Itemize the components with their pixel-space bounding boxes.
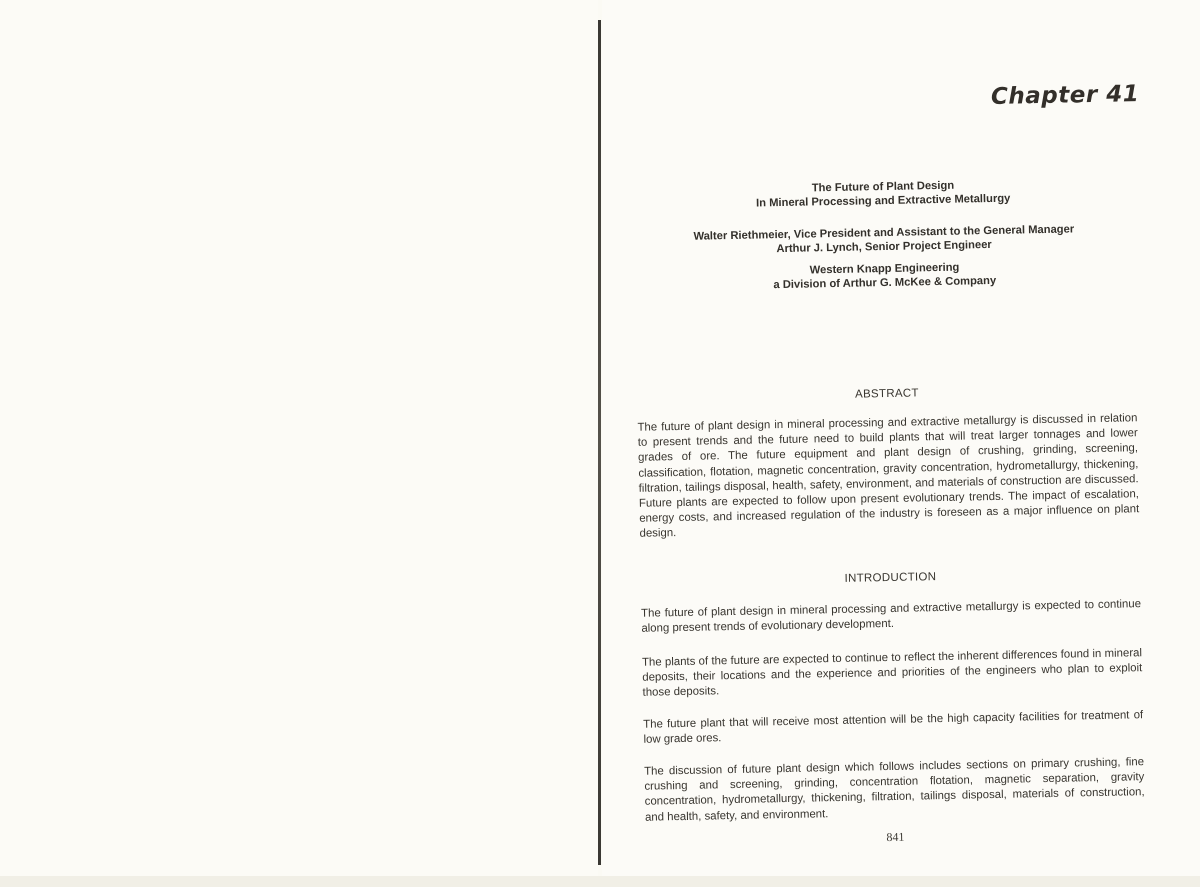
company-line: a Division of Arthur G. McKee & Company [773, 274, 997, 292]
authors [634, 221, 1134, 259]
paper-title [633, 175, 1133, 213]
affiliation [634, 257, 1134, 295]
company-line: Western Knapp Engineering [809, 261, 960, 277]
book-spine [598, 20, 601, 865]
page-bottom-edge [0, 876, 1200, 887]
intro-paragraph: The plants of the future are expected to continue to reflect the inherent differences found in mineral deposits, their locations and the experience and priorities of the engineers who plan to exploit those deposits. [641, 647, 1143, 700]
author-line: Walter Riethmeier, Vice President and Assistant to the General Manager [693, 223, 1075, 243]
intro-paragraph: The future plant that will receive most attention will be the high capacity facilities for treatment of low grade ores. [643, 709, 1144, 746]
title-line: The Future of Plant Design [811, 179, 955, 195]
author-line: Arthur J. Lynch, Senior Project Engineer [776, 238, 992, 256]
chapter-heading: Chapter 41 [990, 81, 1140, 110]
left-page-blank [0, 0, 598, 887]
intro-paragraph: The discussion of future plant design which follows includes sections on primary crushing, fine crushing and screening, grinding, concentration flotation, magnetic separation, gravity concentration, hydrometallurgy, thickening, filtration, tailings disposal, materials of construction, and health, safety, and environment. [644, 756, 1145, 824]
abstract-heading: ABSTRACT [854, 387, 919, 401]
page-number: 841 [886, 829, 905, 845]
page-content [629, 0, 1145, 845]
title-line: In Mineral Processing and Extractive Metallurgy [755, 192, 1011, 210]
introduction-heading: INTRODUCTION [844, 571, 937, 585]
abstract-text: The future of plant design in mineral processing and extractive metallurgy is discussed in relation to present trends and the future need to build plants that will treat larger tonnages and lower grades of ore. The future equipment and plant design of crushing, grinding, screening, classification, flotation, magnetic concentration, gravity concentration, hydrometallurgy, thickening, filtration, tailings disposal, health, safety, environment, and materials of construction are discussed. Future plants are expected to follow upon present evolutionary trends. The impact of escalation, energy costs, and increased regulation of the industry is foreseen as a major influence on plant design. [637, 412, 1140, 541]
intro-paragraph: The future of plant design in mineral processing and extractive metallurgy is expected to continue along present trends of evolutionary development. [640, 598, 1142, 635]
right-page [602, 0, 1200, 887]
